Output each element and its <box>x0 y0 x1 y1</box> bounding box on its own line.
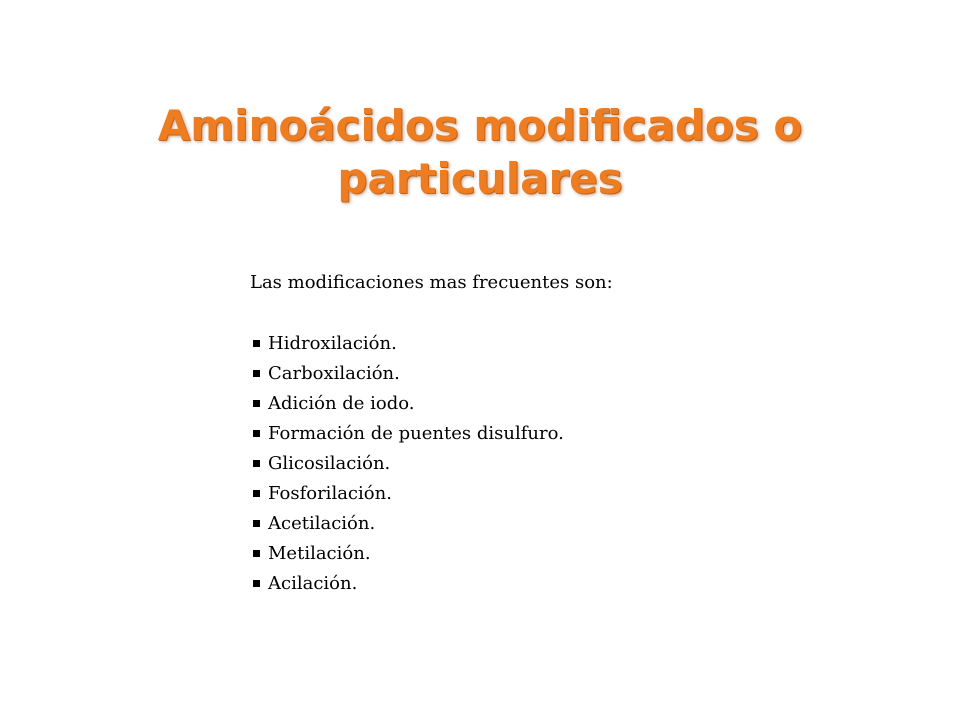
list-item <box>250 328 810 358</box>
list-item-text: Hidroxilación. <box>268 332 397 354</box>
list-item-text: Adición de iodo. <box>268 392 415 414</box>
list-item-text: Carboxilación. <box>268 362 400 384</box>
square-bullet-icon <box>253 400 260 407</box>
list-item-text: Formación de puentes disulfuro. <box>268 422 564 444</box>
list-item-text: Acetilación. <box>268 512 376 534</box>
list-item <box>250 448 810 478</box>
square-bullet-icon <box>253 550 260 557</box>
square-bullet-icon <box>253 340 260 347</box>
square-bullet-icon <box>253 370 260 377</box>
list-item <box>250 358 810 388</box>
modification-list <box>250 328 810 598</box>
list-item-text: Fosforilación. <box>268 482 392 504</box>
list-item-text: Glicosilación. <box>268 452 391 474</box>
list-item <box>250 418 810 448</box>
slide-title <box>130 100 830 205</box>
list-item <box>250 388 810 418</box>
list-item-text: Metilación. <box>268 542 371 564</box>
spacer <box>250 298 810 328</box>
slide-body <box>250 268 810 598</box>
title-line-2: particulares <box>337 153 623 203</box>
list-item <box>250 508 810 538</box>
list-item <box>250 478 810 508</box>
list-item <box>250 568 810 598</box>
title-line-1: Aminoácidos modificados o <box>157 101 803 150</box>
square-bullet-icon <box>253 430 260 437</box>
square-bullet-icon <box>253 580 260 587</box>
square-bullet-icon <box>253 520 260 527</box>
list-item-text: Acilación. <box>268 572 358 594</box>
intro-text: Las modificaciones mas frecuentes son: <box>250 272 613 293</box>
list-item <box>250 538 810 568</box>
square-bullet-icon <box>253 460 260 467</box>
square-bullet-icon <box>253 490 260 497</box>
